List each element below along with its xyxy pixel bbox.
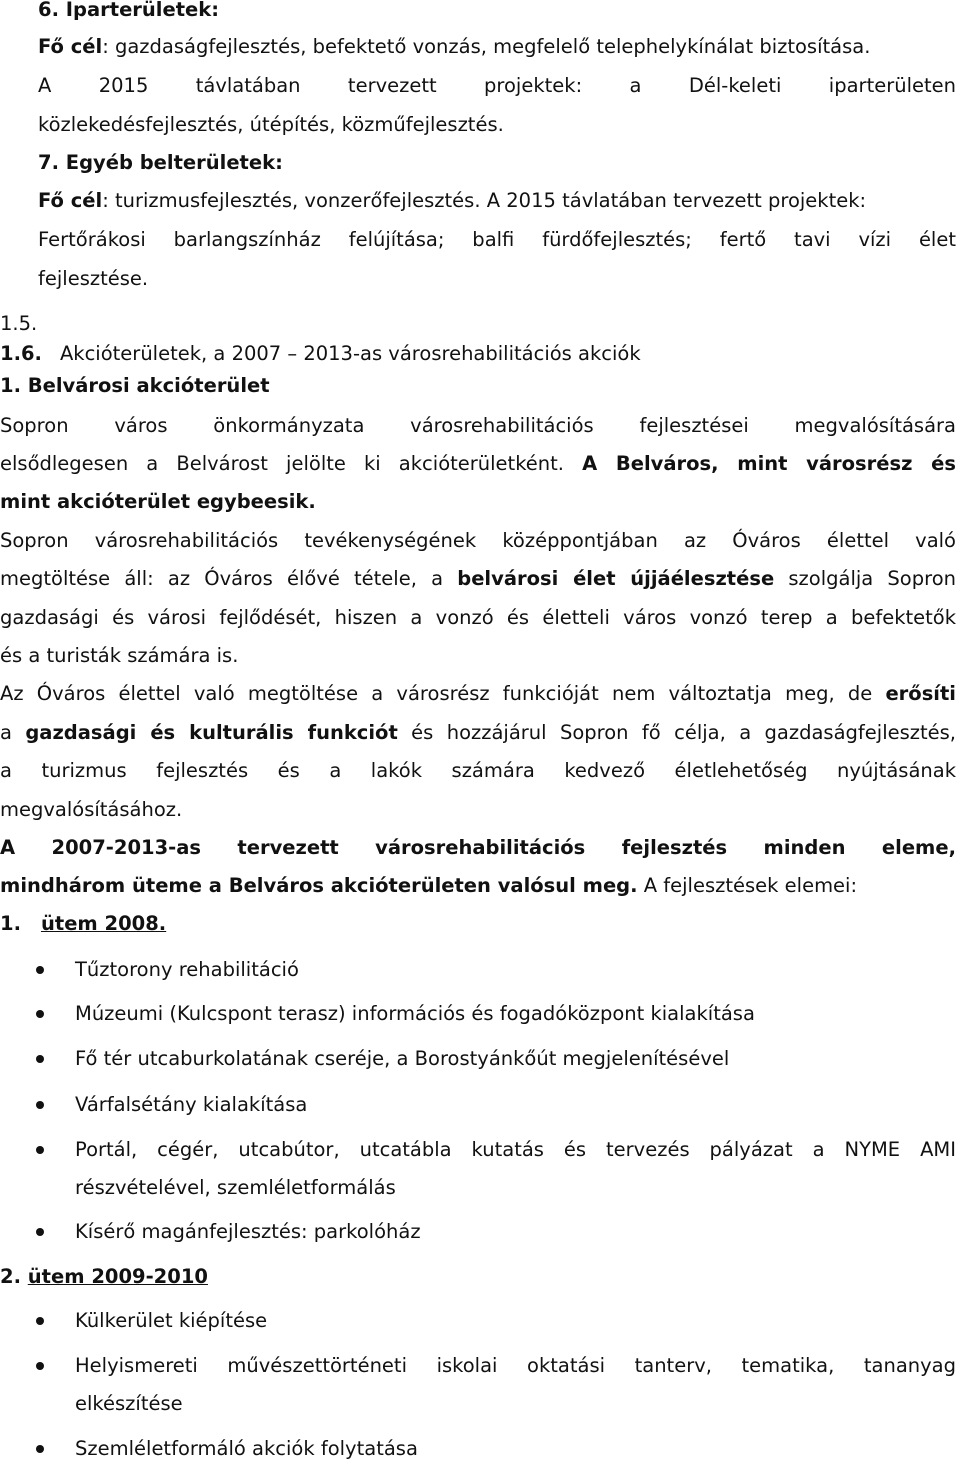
section-7-goal: [38, 188, 866, 214]
text-run: és hozzájárul Sopron fő célja, a gazdaságfejlesztés,: [411, 721, 957, 744]
phase-2-heading: [0, 1264, 208, 1290]
bold-run: belvárosi élet újjáélesztése: [457, 567, 775, 590]
paragraph-line: és a turisták számára is.: [0, 644, 239, 667]
bullet-icon: [36, 1101, 44, 1109]
text-run: A fejlesztések elemei:: [643, 874, 858, 897]
text-run: Az Óváros élettel való megtöltése a városrész funkcióját nem változtatja meg, de: [0, 682, 873, 705]
phase-title: ütem 2009-2010: [27, 1265, 208, 1288]
paragraph-line: A 2007-2013-as tervezett városrehabilitációs fejlesztés minden eleme,: [0, 836, 956, 859]
goal-text: : gazdaságfejlesztés, befektető vonzás, megfelelő telephelykínálat biztosítása.: [102, 35, 871, 58]
paragraph-line: [0, 720, 956, 746]
bullet-icon: [36, 1362, 44, 1370]
paragraph-line: megvalósításához.: [0, 798, 183, 821]
section-7-projects-cont: fejlesztése.: [38, 267, 149, 290]
text-run: szolgálja Sopron: [788, 567, 956, 590]
section-6-heading: 6. Iparterületek:: [38, 0, 220, 21]
bullet-icon: [36, 966, 44, 974]
list-item: Várfalsétány kialakítása: [75, 1093, 308, 1116]
goal-text: : turizmusfejlesztés, vonzerőfejlesztés. A 2015 távlatában tervezett projektek:: [102, 189, 867, 212]
section-title: Akcióterületek, a 2007 – 2013-as városrehabilitációs akciók: [59, 342, 641, 365]
list-item-cont: elkészítése: [75, 1392, 183, 1415]
section-7-heading: 7. Egyéb belterületek:: [38, 151, 283, 174]
text-run: a: [0, 721, 12, 744]
paragraph-line: [0, 873, 857, 899]
list-item: Kísérő magánfejlesztés: parkolóház: [75, 1220, 421, 1243]
phase-number: 1.: [0, 912, 21, 935]
goal-label: Fő cél: [38, 35, 103, 58]
list-item: Helyismereti művészettörténeti iskolai oktatási tanterv, tematika, tananyag: [75, 1354, 956, 1377]
list-item: Portál, cégér, utcabútor, utcatábla kutatás és tervezés pályázat a NYME AMI: [75, 1138, 956, 1161]
bold-run: erősíti: [885, 682, 956, 705]
section-7-projects: Fertőrákosi barlangszínház felújítása; balfi fürdőfejlesztés; fertő tavi vízi élet: [38, 228, 956, 251]
bullet-icon: [36, 1317, 44, 1325]
list-item: Szemléletformáló akciók folytatása: [75, 1437, 418, 1460]
phase-title: ütem 2008.: [40, 912, 167, 935]
paragraph-line: [0, 451, 956, 477]
bold-run: A Belváros, mint városrész és: [582, 452, 956, 475]
section-number: 1.6.: [0, 342, 42, 365]
text-run: elsődlegesen a Belvárost jelölte ki akcióterületként.: [0, 452, 564, 475]
bullet-icon: [36, 1055, 44, 1063]
phase-number: 2.: [0, 1265, 21, 1288]
list-item: Fő tér utcaburkolatának cseréje, a Borostyánkőút megjelenítésével: [75, 1047, 730, 1070]
goal-label: Fő cél: [38, 189, 103, 212]
bold-run: gazdasági és kulturális funkciót: [25, 721, 398, 744]
bullet-icon: [36, 1010, 44, 1018]
section-1-5-number: 1.5.: [0, 312, 38, 335]
list-item: Külkerület kiépítése: [75, 1309, 268, 1332]
section-6-goal: [38, 34, 870, 60]
list-item: Tűztorony rehabilitáció: [75, 958, 299, 981]
bullet-icon: [36, 1228, 44, 1236]
belvaros-heading: 1. Belvárosi akcióterület: [0, 374, 270, 397]
bullet-icon: [36, 1445, 44, 1453]
paragraph-line: Sopron város önkormányzata városrehabilitációs fejlesztései megvalósítására: [0, 414, 956, 437]
paragraph-line: gazdasági és városi fejlődését, hiszen a vonzó és életteli város vonzó terep a befektetők: [0, 606, 956, 629]
paragraph-line: Sopron városrehabilitációs tevékenységének középpontjában az Óváros élettel való: [0, 529, 956, 552]
paragraph-line: [0, 681, 956, 707]
phase-1-heading: [0, 911, 166, 937]
bold-run: mindhárom üteme a Belváros akcióterületen valósul meg.: [0, 874, 638, 897]
list-item-cont: részvételével, szemléletformálás: [75, 1176, 396, 1199]
text-run: megtöltése áll: az Óváros élővé tétele, a: [0, 567, 444, 590]
list-item: Múzeumi (Kulcspont terasz) információs és fogadóközpont kialakítása: [75, 1002, 755, 1025]
paragraph-line: a turizmus fejlesztés és a lakók számára kedvező életlehetőség nyújtásának: [0, 759, 956, 782]
paragraph-line: [0, 566, 956, 592]
section-1-6-heading: [0, 341, 641, 367]
bullet-icon: [36, 1146, 44, 1154]
section-6-projects-cont: közlekedésfejlesztés, útépítés, közműfejlesztés.: [38, 113, 504, 136]
paragraph-line: mint akcióterület egybeesik.: [0, 490, 316, 513]
section-6-projects: A 2015 távlatában tervezett projektek: a Dél-keleti iparterületen: [38, 74, 956, 97]
